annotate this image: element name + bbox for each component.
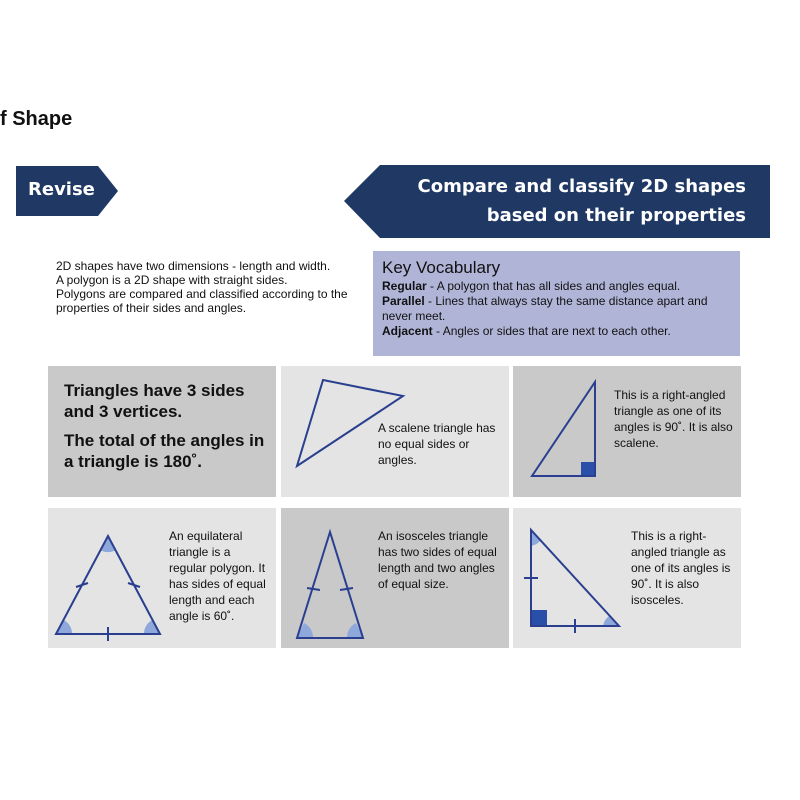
vocabulary-definition: - A polygon that has all sides and angles equal.: [426, 279, 681, 293]
scalene-description: A scalene triangle has no equal sides or angles.: [378, 421, 496, 467]
page-title: f Shape: [0, 108, 73, 130]
vocabulary-item: [382, 294, 731, 324]
revise-label: Revise: [28, 179, 95, 200]
scalene-panel: [281, 366, 509, 497]
vocabulary-term: Regular: [382, 279, 427, 293]
intro-text: [56, 259, 356, 315]
isosceles-description: An isosceles triangle has two sides of equal length and two angles of equal size.: [378, 529, 497, 591]
isosceles-triangle-icon: [283, 518, 383, 648]
right-isosceles-panel: [513, 508, 741, 648]
intro-line: Polygons are compared and classified according to the properties of their sides and angles.: [56, 287, 348, 315]
objective-line-1: Compare and classify 2D shapes: [417, 176, 746, 197]
right-angled-isosceles-triangle-icon: [519, 522, 629, 642]
right-isosceles-description: This is a right-angled triangle as one of its angles is 90˚. It is also isosceles.: [631, 529, 731, 607]
revise-banner: [16, 166, 118, 216]
vocabulary-term: Parallel: [382, 294, 425, 308]
vocabulary-term: Adjacent: [382, 324, 433, 338]
intro-line: 2D shapes have two dimensions - length and width.: [56, 259, 331, 273]
vocabulary-heading: Key Vocabulary: [382, 258, 501, 277]
vocabulary-definition: - Angles or sides that are next to each other.: [432, 324, 671, 338]
equilateral-triangle-icon: [50, 522, 170, 642]
equilateral-description: An equilateral triangle is a regular polygon. It has sides of equal length and each angle is 60˚.: [169, 529, 266, 623]
isosceles-panel: [281, 508, 509, 648]
objective-banner: [344, 165, 770, 238]
vocabulary-item: [382, 279, 731, 294]
triangle-facts-panel: [48, 366, 276, 497]
objective-line-2: based on their properties: [486, 205, 746, 226]
key-vocabulary-box: [373, 251, 740, 356]
right-scalene-panel: [513, 366, 741, 497]
equilateral-panel: [48, 508, 276, 648]
triangle-angles-fact: The total of the angles in a triangle is 180˚.: [64, 431, 265, 471]
vocabulary-definition: - Lines that always stay the same distance apart and never meet.: [382, 294, 708, 323]
intro-line: A polygon is a 2D shape with straight sides.: [56, 273, 288, 287]
triangle-sides-fact: Triangles have 3 sides and 3 vertices.: [64, 381, 245, 421]
right-angled-scalene-triangle-icon: [529, 378, 609, 488]
right-scalene-description: This is a right-angled triangle as one of its angles is 90˚. It is also scalene.: [614, 388, 733, 450]
vocabulary-item: [382, 324, 731, 339]
